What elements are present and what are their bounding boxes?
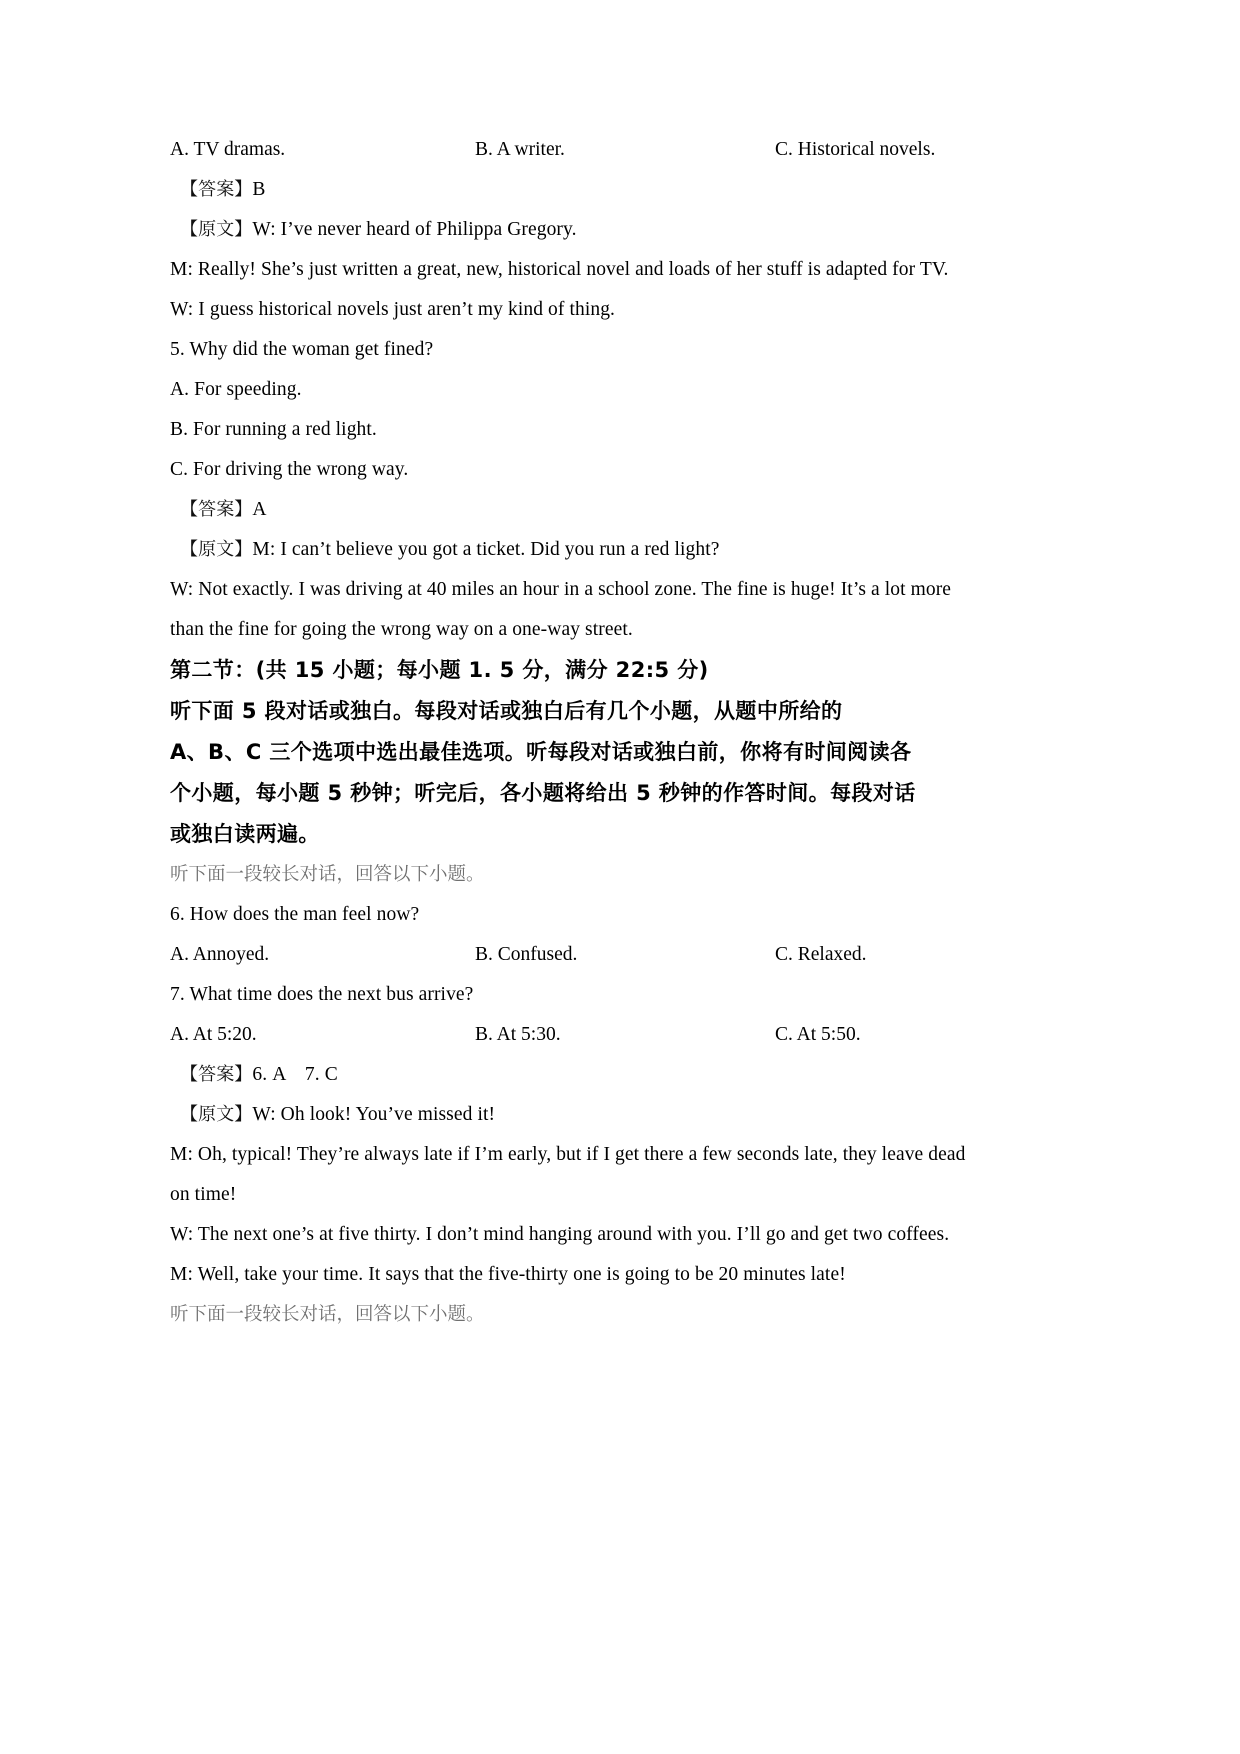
transcript-line-5 [170, 530, 960, 570]
transcript-6-m1-cont: on time! [170, 1184, 237, 1205]
answer-line-6-7 [170, 1055, 960, 1095]
marker-line-text: W: I’ve never heard of Philippa Gregory. [252, 219, 577, 240]
question-7-stem: 7. What time does the next bus arrive? [170, 984, 474, 1005]
bracket-label: 【答案】 [180, 499, 253, 520]
transcript-4-m1: M: Really! She’s just written a great, new, historical novel and loads of her stuff is adapted for TV. [170, 259, 949, 280]
option-c[interactable]: C. Historical novels. [775, 139, 936, 160]
transcript-6-m2: M: Well, take your time. It says that the five-thirty one is going to be 20 minutes late! [170, 1264, 846, 1285]
question-6-stem: 6. How does the man feel now? [170, 904, 420, 925]
answer-line-5 [170, 490, 960, 530]
question-5-option-c: C. For driving the wrong way. [170, 459, 409, 480]
transcript-line-4 [170, 210, 960, 250]
option-b[interactable]: B. Confused. [475, 944, 578, 965]
transcript-6-w2: W: The next one’s at five thirty. I don’t mind hanging around with you. I’ll go and get two coffees. [170, 1224, 950, 1245]
bracket-label: 【原文】 [180, 1104, 253, 1125]
option-a[interactable]: A. At 5:20. [170, 1024, 257, 1045]
option-a[interactable]: A. TV dramas. [170, 139, 286, 160]
document-body [170, 130, 966, 1335]
option-b[interactable]: B. A writer. [475, 139, 565, 160]
marker-line-text: A [252, 499, 267, 520]
marker-line-text: 6. A 7. C [252, 1064, 338, 1085]
question-5-option-b: B. For running a red light. [170, 419, 377, 440]
bracket-label: 【答案】 [180, 1064, 253, 1085]
bracket-label: 【答案】 [180, 179, 253, 200]
question-4-options [170, 130, 960, 170]
transcript-line-6-7 [170, 1095, 960, 1135]
bracket-label: 【原文】 [180, 539, 253, 560]
transcript-6-m1: M: Oh, typical! They’re always late if I’m early, but if I get there a few seconds late, they leave dead [170, 1144, 966, 1165]
option-b[interactable]: B. At 5:30. [475, 1024, 561, 1045]
marker-line-text: B [252, 179, 266, 200]
section-two-instruction-line-4: 或独白读两遍。 [170, 822, 320, 846]
section-two-instruction-line-2: A、B、C 三个选项中选出最佳选项。听每段对话或独白前，你将有时间阅读各 [170, 740, 912, 764]
marker-line-text: W: Oh look! You’ve missed it! [252, 1104, 496, 1125]
answer-line-4 [170, 170, 960, 210]
section-two-heading: 第二节：(共 15 小题；每小题 1. 5 分，满分 22:5 分) [170, 658, 709, 682]
section-two-instruction-line-1: 听下面 5 段对话或独白。每段对话或独白后有几个小题，从题中所给的 [170, 699, 843, 723]
transcript-5-w1-cont: than the fine for going the wrong way on a one-way street. [170, 619, 633, 640]
question-5-option-a: A. For speeding. [170, 379, 302, 400]
option-c[interactable]: C. Relaxed. [775, 944, 867, 965]
sub-instruction-dialogue-2: 听下面一段较长对话，回答以下小题。 [170, 1304, 485, 1325]
sub-instruction-dialogue-1: 听下面一段较长对话，回答以下小题。 [170, 864, 485, 885]
transcript-4-w2: W: I guess historical novels just aren’t my kind of thing. [170, 299, 616, 320]
question-6-options [170, 935, 960, 975]
bracket-label: 【原文】 [180, 219, 253, 240]
option-a[interactable]: A. Annoyed. [170, 944, 270, 965]
marker-line-text: M: I can’t believe you got a ticket. Did you run a red light? [252, 539, 720, 560]
transcript-5-w1: W: Not exactly. I was driving at 40 miles an hour in a school zone. The fine is huge! It’s a lot more [170, 579, 952, 600]
question-7-options [170, 1015, 960, 1055]
section-two-instruction-line-3: 个小题，每小题 5 秒钟；听完后，各小题将给出 5 秒钟的作答时间。每段对话 [170, 781, 916, 805]
question-5-stem: 5. Why did the woman get fined? [170, 339, 434, 360]
option-c[interactable]: C. At 5:50. [775, 1024, 861, 1045]
